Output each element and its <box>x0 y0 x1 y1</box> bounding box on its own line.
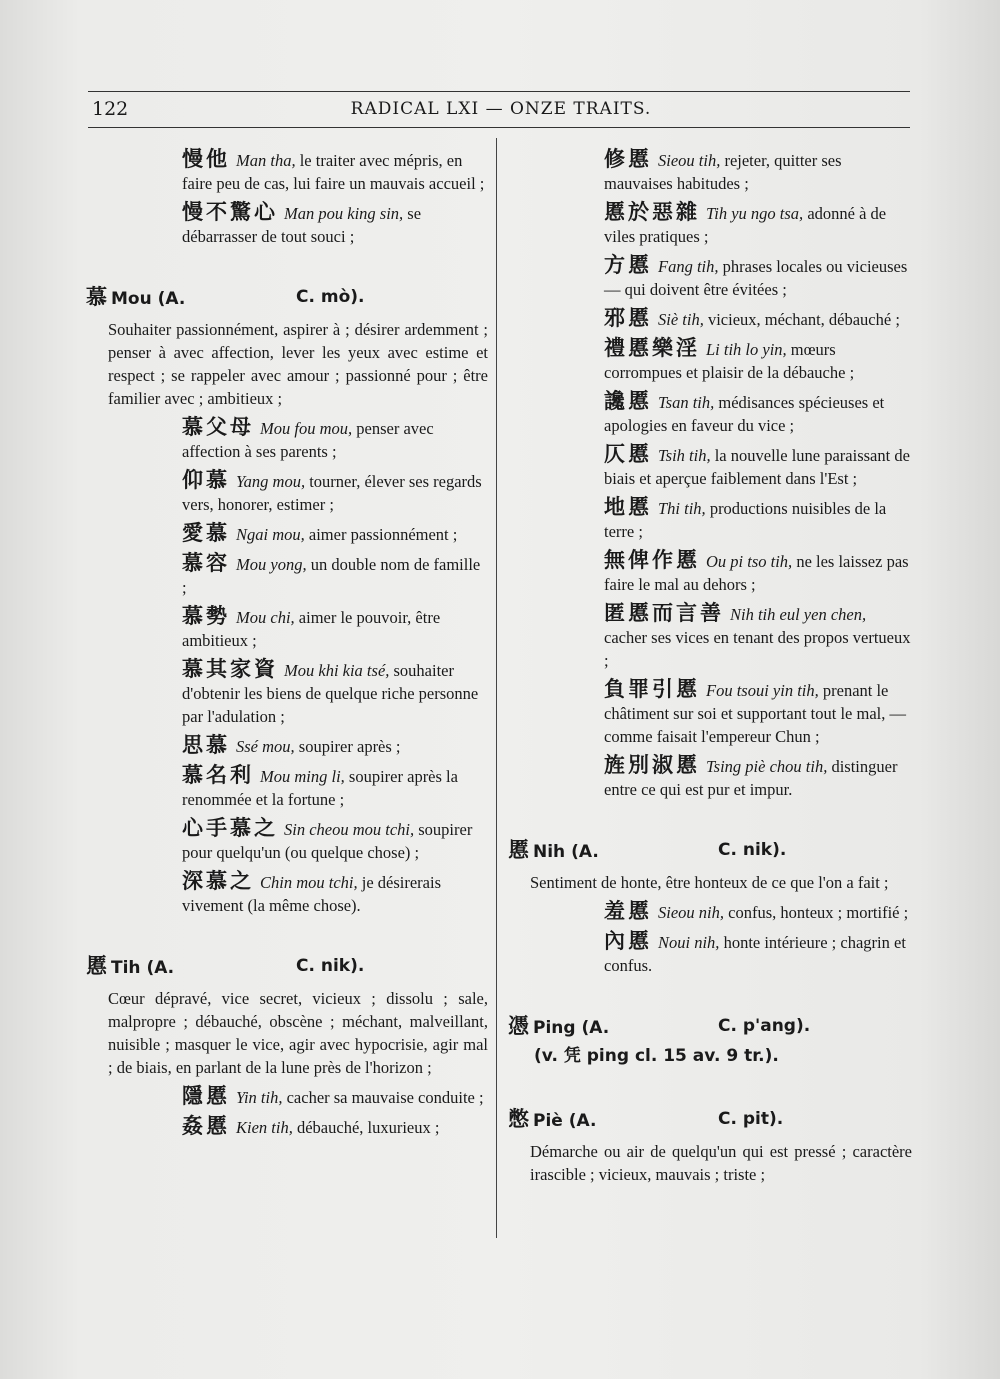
dictionary-entry <box>130 870 488 917</box>
entry-definition: cacher ses vices en tenant des propos vertueux ; <box>604 628 911 670</box>
entry-characters: 慕容 <box>182 551 230 575</box>
page-number: 122 <box>92 98 129 120</box>
entry-characters: 禮慝樂淫 <box>604 336 700 360</box>
entry-definition: se débarrasser de tout souci ; <box>182 204 422 246</box>
entry-definition: tourner, élever ses regards vers, honorer, estimer ; <box>182 472 482 514</box>
entry-characters: 負罪引慝 <box>604 677 700 701</box>
entry-definition: cacher sa mauvaise conduite ; <box>286 1088 484 1107</box>
entry-definition: honte intérieure ; chagrin et confus. <box>604 933 906 975</box>
entry-romanization: Siè tih, <box>658 310 704 329</box>
section-gap <box>552 983 912 1013</box>
entry-romanization: Yang mou, <box>236 472 306 491</box>
page-title: RADICAL LXI — ONZE TRAITS. <box>350 99 652 119</box>
dictionary-entry <box>552 496 912 543</box>
dictionary-entry <box>130 658 488 728</box>
entry-characters: 羞慝 <box>604 899 652 923</box>
dictionary-entry <box>552 678 912 748</box>
entry-definition: prenant le châtiment sur soi et supportant tout le mal, — comme faisait l'empereur Chun ; <box>604 681 906 746</box>
entry-characters: 心手慕之 <box>182 816 278 840</box>
headword-definition: Souhaiter passionnément, aspirer à ; désirer ardemment ; penser à avec affection, lever les yeux avec estime et respect ; se rappeler avec amour ; passionné pour ; être familier avec ; ambitieux ; <box>108 320 488 408</box>
entry-romanization: Mou chi, <box>236 608 295 627</box>
section-gap <box>552 807 912 837</box>
entry-romanization: Tsing piè chou tih, <box>706 757 828 776</box>
entry-definition: rejeter, quitter ses mauvaises habitudes ; <box>604 151 842 193</box>
headword-cantonese: C. nik). <box>718 840 787 860</box>
entry-romanization: Man tha, <box>236 151 296 170</box>
headword-character: 慕 <box>86 285 107 309</box>
dictionary-entry <box>130 552 488 599</box>
entry-definition: soupirer pour quelqu'un (ou quelque chose) ; <box>182 820 473 862</box>
dictionary-entry <box>130 416 488 463</box>
entry-romanization: Sieou tih, <box>658 151 721 170</box>
entry-definition: aimer passionnément ; <box>308 525 458 544</box>
entry-characters: 慕其家資 <box>182 657 278 681</box>
dictionary-entry <box>130 817 488 864</box>
headword-cantonese: C. mò). <box>296 287 365 307</box>
entry-definition: distinguer entre ce qui est pur et impur. <box>604 757 898 799</box>
entry-romanization: Tih yu ngo tsa, <box>706 204 804 223</box>
entry-characters: 深慕之 <box>182 869 254 893</box>
entry-romanization: Mou yong, <box>236 555 307 574</box>
headword-definition: Cœur dépravé, vice secret, vicieux ; dissolu ; sale, malpropre ; débauché, obscène ; méchant, malveillant, nuisible ; masquer le vice, agir avec hypocrisie, agir mal ; de biais, en parlant de la lune près de l'horizon ; <box>108 989 488 1077</box>
headword-reading: Nih (A. <box>533 842 599 862</box>
dictionary-entry <box>552 148 912 195</box>
entry-definition: débauché, luxurieux ; <box>296 1118 440 1137</box>
entry-characters: 隱慝 <box>182 1084 230 1108</box>
dictionary-entry <box>552 930 912 977</box>
entry-characters: 慕勢 <box>182 604 230 628</box>
headword-character: 慝 <box>86 954 107 978</box>
entry-romanization: Fang tih, <box>658 257 719 276</box>
entry-definition: confus, honteux ; mortifié ; <box>728 903 909 922</box>
entry-characters: 無俾作慝 <box>604 548 700 572</box>
dictionary-entry <box>552 390 912 437</box>
dictionary-entry <box>130 734 488 758</box>
entry-definition: je désirerais vivement (la même chose). <box>182 873 442 915</box>
entry-characters: 姦慝 <box>182 1114 230 1138</box>
entry-romanization: Sin cheou mou tchi, <box>284 820 415 839</box>
entry-definition: productions nuisibles de la terre ; <box>604 499 887 541</box>
entry-romanization: Ssé mou, <box>236 737 295 756</box>
entry-definition: souhaiter d'obtenir les biens de quelque riche personne par l'adulation ; <box>182 661 479 726</box>
entry-romanization: Mou ming li, <box>260 767 345 786</box>
right-column <box>508 147 912 1192</box>
entry-characters: 慕父母 <box>182 415 254 439</box>
dictionary-entry <box>552 900 912 924</box>
headword-character: 慝 <box>508 838 529 862</box>
entry-characters: 方慝 <box>604 253 652 277</box>
dictionary-entry <box>130 605 488 652</box>
dictionary-entry <box>552 443 912 490</box>
entry-definition: un double nom de famille ; <box>182 555 481 597</box>
dictionary-entry <box>552 549 912 596</box>
header-top-rule <box>88 91 910 92</box>
entry-romanization: Thi tih, <box>658 499 706 518</box>
entry-definition: mœurs corrompues et plaisir de la débauche ; <box>604 340 855 382</box>
headword-cantonese: C. pit). <box>718 1109 784 1129</box>
entry-characters: 慕名利 <box>182 763 254 787</box>
entry-romanization: Noui nih, <box>658 933 720 952</box>
entry-definition: le traiter avec mépris, en faire peu de cas, lui faire un mauvais accueil ; <box>182 151 485 193</box>
headword-character: 憑 <box>508 1014 529 1038</box>
entry-romanization: Mou fou mou, <box>260 419 353 438</box>
headword-cantonese: C. p'ang). <box>718 1016 811 1036</box>
radical-headword <box>86 284 488 312</box>
entry-romanization: Man pou king sin, <box>284 204 404 223</box>
entry-romanization: Sieou nih, <box>658 903 724 922</box>
entry-characters: 旌別淑慝 <box>604 753 700 777</box>
dictionary-entry <box>552 337 912 384</box>
entry-definition: la nouvelle lune paraissant de biais et aperçue faiblement dans l'Est ; <box>604 446 910 488</box>
entry-characters: 慢不驚心 <box>182 200 278 224</box>
running-header <box>92 98 910 124</box>
headword-reading: Piè (A. <box>533 1111 597 1131</box>
entry-characters: 慝於惡雜 <box>604 200 700 224</box>
dictionary-entry <box>552 307 912 331</box>
entry-characters: 內慝 <box>604 929 652 953</box>
dictionary-entry <box>552 201 912 248</box>
headword-reading: Mou (A. <box>111 289 186 309</box>
entry-characters: 邪慝 <box>604 306 652 330</box>
entry-definition: vicieux, méchant, débauché ; <box>707 310 900 329</box>
entry-definition: soupirer après ; <box>298 737 401 756</box>
dictionary-entry <box>130 764 488 811</box>
entry-romanization: Ngai mou, <box>236 525 305 544</box>
column-divider <box>496 138 497 1238</box>
left-column <box>86 147 488 1145</box>
entry-definition: ne les laissez pas faire le mal au dehors ; <box>604 552 909 594</box>
cross-reference: (v. 凭 ping cl. 15 av. 9 tr.). <box>534 1046 779 1066</box>
entry-characters: 仰慕 <box>182 468 230 492</box>
entry-definition: médisances spécieuses et apologies en faveur du vice ; <box>604 393 885 435</box>
entry-romanization: Tsan tih, <box>658 393 715 412</box>
radical-headword <box>86 953 488 981</box>
section-gap <box>130 254 488 284</box>
entry-romanization: Mou khi kia tsé, <box>284 661 390 680</box>
entry-characters: 思慕 <box>182 733 230 757</box>
dictionary-entry <box>130 522 488 546</box>
headword-definition: Démarche ou air de quelqu'un qui est pressé ; caractère irascible ; vicieux, mauvais ; triste ; <box>530 1142 912 1184</box>
dictionary-entry <box>552 754 912 801</box>
section-gap <box>552 1076 912 1106</box>
headword-character: 憋 <box>508 1107 529 1131</box>
entry-romanization: Li tih lo yin, <box>706 340 787 359</box>
headword-reading: Tih (A. <box>111 958 175 978</box>
entry-romanization: Fou tsoui yin tih, <box>706 681 819 700</box>
dictionary-entry <box>552 602 912 672</box>
dictionary-entry <box>552 254 912 301</box>
entry-romanization: Kien tih, <box>236 1118 293 1137</box>
entry-romanization: Yin tih, <box>236 1088 283 1107</box>
headword-definition: Sentiment de honte, être honteux de ce que l'on a fait ; <box>530 873 889 892</box>
entry-characters: 愛慕 <box>182 521 230 545</box>
entry-definition: phrases locales ou vicieuses — qui doivent être évitées ; <box>604 257 908 299</box>
dictionary-entry <box>130 1115 488 1139</box>
headword-reading: Ping (A. <box>533 1018 610 1038</box>
entry-romanization: Ou pi tso tih, <box>706 552 793 571</box>
entry-characters: 匿慝而言善 <box>604 601 724 625</box>
dictionary-entry <box>130 469 488 516</box>
entry-characters: 仄慝 <box>604 442 652 466</box>
entry-characters: 讒慝 <box>604 389 652 413</box>
dictionary-entry <box>130 148 488 195</box>
entry-characters: 修慝 <box>604 147 652 171</box>
entry-romanization: Chin mou tchi, <box>260 873 358 892</box>
entry-characters: 慢他 <box>182 147 230 171</box>
headword-cantonese: C. nik). <box>296 956 365 976</box>
radical-headword <box>508 837 912 865</box>
entry-definition: penser avec affection à ses parents ; <box>182 419 434 461</box>
entry-romanization: Nih tih eul yen chen, <box>730 605 867 624</box>
dictionary-entry <box>130 1085 488 1109</box>
radical-headword <box>508 1013 912 1041</box>
entry-definition: soupirer après la renommée et la fortune ; <box>182 767 458 809</box>
entry-characters: 地慝 <box>604 495 652 519</box>
entry-definition: adonné à de viles pratiques ; <box>604 204 887 246</box>
radical-headword <box>508 1106 912 1134</box>
dictionary-entry <box>130 201 488 248</box>
header-bottom-rule <box>88 127 910 128</box>
entry-romanization: Tsih tih, <box>658 446 711 465</box>
entry-definition: aimer le pouvoir, être ambitieux ; <box>182 608 441 650</box>
section-gap <box>130 923 488 953</box>
